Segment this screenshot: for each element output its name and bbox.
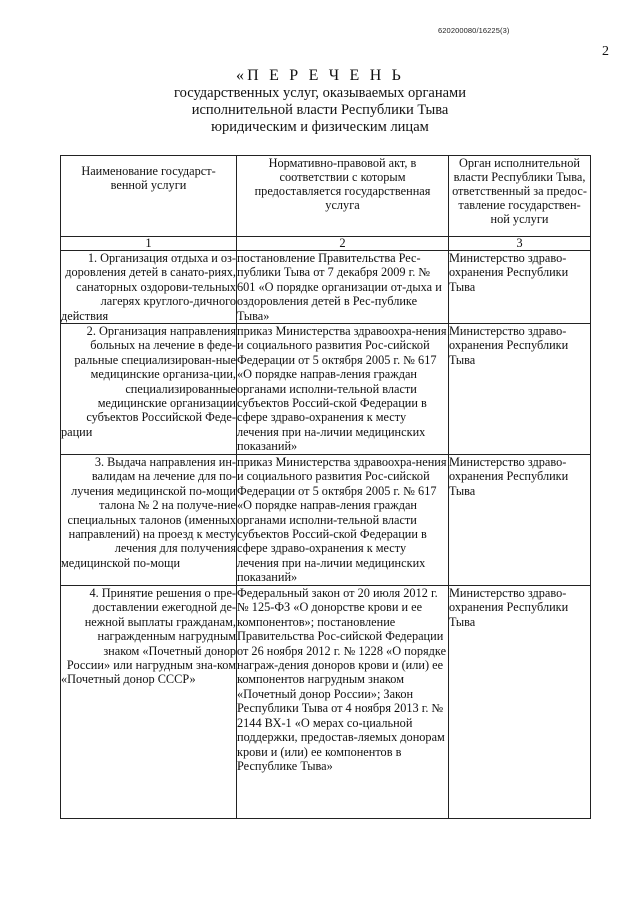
services-table [60, 155, 591, 819]
table-row [61, 324, 591, 455]
legal-act-cell: постановление Правительства Рес-публики Тыва от 7 декабря 2009 г. № 601 «О порядке организации от-дыха и оздоровления детей в Рес-публике Тыва» [237, 251, 449, 324]
title-main: «П Е Р Е Ч Е Н Ь [235, 67, 405, 84]
legal-act-cell: приказ Министерства здравоохра-нения и социального развития Рос-сийской Федерации от 5 октября 2005 г. № 617 «О порядке направ-ления граждан органами исполни-тельной власти субъектов Россий-ской Федерации в сфере здраво-охранения к месту лечения при на-личии медицинских показаний» [237, 455, 447, 585]
column-number-row [61, 237, 591, 251]
table-header-row [61, 156, 591, 237]
legal-act-cell: Федеральный закон от 20 июля 2012 г. № 125-ФЗ «О донорстве крови и ее компонентов»; постановление Правительства Рос-сийской Федерации от 26 ноября 2012 г. № 1228 «О порядке награж-дения доноров крови и (или) ее компонентов нагрудным знаком «Почетный донор России»; Закон Республики Тыва от 4 ноября 2013 г. № 2144 ВХ-1 «О мерах со-циальной поддержки, предостав-ляемых донорам крови и (или) ее компонентов в Республике Тыва» [237, 586, 449, 819]
title-line-1: государственных услуг, оказываемых органами [174, 85, 466, 101]
service-name-cell: 3. Выдача направления ин-валидам на лечение для по-лучения медицинской по-мощи талона № 2 на получе-ние специальных талонов (именных направлений) на проезд к месту лечения для получения медицинской по-мощи [61, 455, 237, 586]
authority-cell: Министерство здраво-охранения Республики Тыва [449, 455, 591, 586]
header-service-name: Наименование государст-венной услуги [61, 156, 237, 237]
service-name-cell: 2. Организация направления больных на лечение в феде-ральные специализирован-ные медицинские организа-ции, специализированные медицинские организации субъектов Российской Феде-рации [61, 324, 237, 455]
table-row [61, 251, 591, 324]
service-name-cell: 1. Организация отдыха и оз-доровления детей в санато-риях, санаторных оздорови-тельных лагерях круглого-дичного действия [61, 251, 236, 323]
document-code: 620200080/16225(3) [438, 26, 510, 35]
header-authority: Орган исполнительной власти Республики Тыва, ответственный за предос-тавление государствен-ной услуги [449, 156, 591, 237]
service-name-cell: 4. Принятие решения о пре-доставлении ежегодной де-нежной выплаты гражданам, награжденным нагрудным знаком «Почетный донор России» или нагрудным зна-ком «Почетный донор СССР» [61, 586, 237, 819]
table-row [61, 586, 591, 819]
header-legal-act: Нормативно-правовой акт, в соответствии с которым предоставляется государственная услуга [237, 156, 449, 237]
column-number-1: 1 [61, 237, 237, 251]
table-row [61, 455, 591, 586]
title-block [0, 67, 640, 136]
column-number-3: 3 [449, 237, 591, 251]
legal-act-cell: приказ Министерства здравоохра-нения и социального развития Рос-сийской Федерации от 5 октября 2005 г. № 617 «О порядке направ-ления граждан органами исполни-тельной власти субъектов Россий-ской Федерации в сфере здраво-охранения к месту лечения при на-личии медицинских показаний» [237, 324, 447, 454]
authority-cell: Министерство здраво-охранения Республики Тыва [449, 251, 591, 324]
authority-cell: Министерство здраво-охранения Республики Тыва [449, 586, 591, 819]
page-number: 2 [602, 44, 609, 59]
title-line-3: юридическим и физическим лицам [211, 119, 429, 135]
authority-cell: Министерство здраво-охранения Республики Тыва [449, 324, 591, 455]
column-number-2: 2 [237, 237, 449, 251]
title-line-2: исполнительной власти Республики Тыва [191, 102, 449, 118]
